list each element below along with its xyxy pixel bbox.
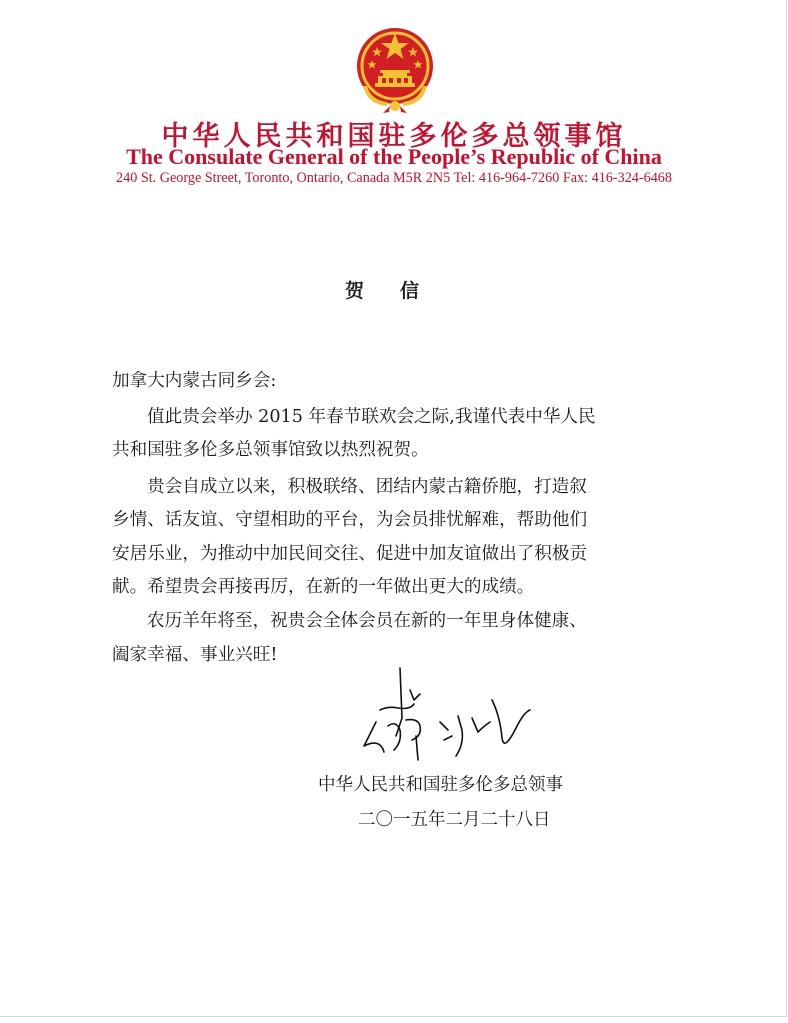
body-line: 农历羊年将至，祝贵会全体会员在新的一年里身体健康、 [147,611,587,631]
body-line: 贵会自成立以来，积极联络、团结内蒙古籍侨胞，打造叙 [147,477,587,497]
consulate-address: 240 St. George Street, Toronto, Ontario, Canada M5R 2N5 Tel: 416-964-7260 Fax: 416-324-6468 [116,170,672,186]
consulate-name-chinese: 中华人民共和国驻多伦多总领事馆 [161,121,627,152]
letter-title: 贺信 [345,280,456,302]
body-line: 乡情、话友谊、守望相助的平台，为会员排忧解难，帮助他们 [112,510,588,530]
national-emblem-icon [353,20,437,114]
body-line: 献。希望贵会再接再厉，在新的一年做出更大的成绩。 [112,577,535,597]
consulate-name-english: The Consulate General of the People’s Republic of China [126,144,662,169]
salutation: 加拿大内蒙古同乡会: [112,371,277,391]
letter-date: 二〇一五年二月二十八日 [358,810,551,830]
handwritten-signature [340,660,560,768]
body-line: 阖家幸福、事业兴旺! [112,645,278,665]
body-line: 共和国驻多伦多总领事馆致以热烈祝贺。 [112,440,429,460]
signer-title: 中华人民共和国驻多伦多总领事 [318,775,563,795]
body-line: 安居乐业，为推动中加民间交往、促进中加友谊做出了积极贡 [112,544,588,564]
body-line: 值此贵会举办 2015 年春节联欢会之际,我谨代表中华人民 [147,407,596,427]
